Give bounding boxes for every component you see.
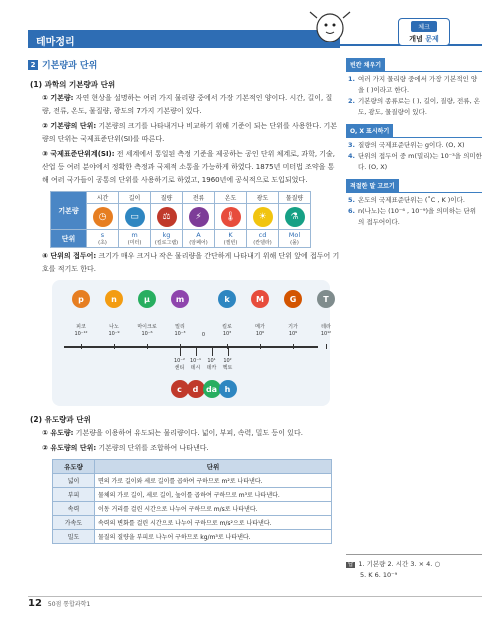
prefix-power: 10⁻³ [174, 331, 186, 337]
table-row [53, 488, 332, 502]
prefix-power: 10⁻¹² [74, 331, 88, 337]
prefix-label [213, 358, 243, 372]
unit-cell [87, 230, 119, 248]
unit-symbol: m [131, 231, 138, 239]
question-2: 2. 기본량의 종류로는 ( ), 길이, 질량, 전류, 온도, 광도, 물질량이 있다. [348, 97, 480, 116]
sidebar-heading-fill: 빈칸 채우기 [346, 58, 385, 71]
quantity-icon-cell [119, 204, 151, 230]
quantity-icon-cell [279, 204, 311, 230]
answer-box [346, 554, 482, 580]
prefix-name: 메가 [255, 324, 265, 330]
section-header-bar [28, 30, 340, 48]
paragraph-text: 기본량의 단위를 조합하여 나타낸다. [96, 444, 209, 452]
unit-korean-name: (몰) [290, 240, 299, 246]
question-text: n(나노)는 (10⁻⁶ , 10⁻⁹)을 의미하는 단위의 접두어이다. [358, 207, 477, 226]
unit-cell [183, 230, 215, 248]
prefix-power: 10⁻⁶ [141, 331, 153, 337]
table-row [53, 474, 332, 488]
sidebar-heading-choice: 적절한 말 고르기 [346, 179, 399, 192]
prefix-power: 10⁶ [255, 331, 265, 337]
unit-symbol: s [100, 231, 105, 239]
prefix-label [245, 324, 275, 338]
paragraph-text: 기본량을 이용하여 유도되는 물리량이다. 넓이, 부피, 속력, 밀도 등이 있다. [73, 429, 303, 437]
question-3: 3. 질량의 국제표준단위는 g이다. (O, X) [348, 141, 465, 149]
term: ③ 국제표준단위계(SI): [42, 150, 115, 158]
prefix-데시-circle: d [187, 380, 205, 398]
bulb-icon: ☀ [253, 207, 273, 227]
prefix-label [132, 324, 162, 338]
derived-unit-description: 물질의 질량을 부피로 나누어 구하므로 kg/m³로 나타낸다. [95, 530, 332, 544]
quantity-icon-cell [183, 204, 215, 230]
derived-unit-description: 물체의 가로 길이, 세로 길이, 높이를 곱하여 구하므로 m³로 나타낸다. [95, 488, 332, 502]
axis-zero-label: 0 [201, 332, 206, 338]
axis-tick [196, 346, 197, 356]
derived-quantity-name: 밀도 [53, 530, 95, 544]
section-title-text: 기본량과 단위 [42, 61, 98, 71]
prefix-label [99, 324, 129, 338]
term: ② 기본량의 단위: [42, 122, 97, 130]
derived-unit-description: 면의 가로 길이와 세로 길이를 곱하여 구하므로 m²로 나타낸다. [95, 474, 332, 488]
footer [28, 598, 90, 609]
prefix-name: 센티 [174, 365, 185, 371]
section-title [28, 58, 340, 71]
unit-korean-name: (암페어) [189, 240, 208, 246]
prefix-킬로-circle: k [218, 290, 236, 308]
unit-cell [247, 230, 279, 248]
prefix-테라-circle: T [317, 290, 335, 308]
prefix-label [311, 324, 341, 338]
derived-quantity-name: 가속도 [53, 516, 95, 530]
page-number: 12 [28, 598, 42, 609]
derived-unit-description: 이동 거리를 걸린 시간으로 나누어 구하므로 m/s로 나타낸다. [95, 502, 332, 516]
unit-korean-name: (미터) [127, 240, 142, 246]
quantity-icon-cell [215, 204, 247, 230]
quantity-icon-cell [87, 204, 119, 230]
paragraph-text: 자연 현상을 설명하는 여러 가지 물리량 중에서 가장 기본적인 양이다. 시간, 길이, 질량, 전류, 온도, 물질량, 광도의 7가지 기본량이 있다. [42, 94, 333, 115]
prefix-센티-circle: c [171, 380, 189, 398]
term: ② 유도량의 단위: [42, 444, 97, 452]
axis-tick [180, 346, 181, 356]
answers-line-2: 5. K 6. 10⁻⁹ [360, 571, 398, 579]
main-content [28, 52, 340, 592]
axis-tick [147, 344, 148, 349]
question-text: 질량의 국제표준단위는 g이다. (O, X) [358, 141, 465, 149]
paragraph-base-quantity [42, 92, 340, 118]
prefix-power: 10³ [222, 331, 232, 337]
flask-icon: ⚗ [285, 207, 305, 227]
row-header-unit: 단위 [51, 230, 87, 248]
bolt-icon: ⚡ [189, 207, 209, 227]
derived-quantity-name: 넓이 [53, 474, 95, 488]
prefix-name: 밀리 [175, 324, 185, 330]
axis-tick [260, 344, 261, 349]
prefix-power: 10² [223, 358, 232, 364]
table-row [53, 516, 332, 530]
paragraph-prefix [42, 250, 340, 276]
axis-tick [293, 344, 294, 349]
table-row [53, 502, 332, 516]
answer-tag: 답 [348, 562, 354, 568]
sidebar-heading-ox: O, X 표시하기 [346, 124, 393, 137]
question-6: 6. n(나노)는 (10⁻⁶ , 10⁻⁹)을 의미하는 단위의 접두어이다. [348, 206, 482, 228]
unit-cell [279, 230, 311, 248]
row-header-quantity: 기본량 [51, 192, 87, 230]
quantity-name: 질량 [151, 192, 183, 204]
quantity-name: 시간 [87, 192, 119, 204]
prefix-name: 마이크로 [137, 324, 157, 330]
question-text: 여러 가지 물리량 중에서 가장 기본적인 양을 ( )이라고 한다. [358, 75, 478, 94]
paragraph-derived-quantity [42, 427, 340, 440]
quantity-icon-cell [247, 204, 279, 230]
tag-top-label: 체크 [411, 21, 437, 32]
term: ① 기본량: [42, 94, 74, 102]
axis-tick [228, 346, 229, 356]
prefix-power: 10⁻¹ [189, 358, 201, 364]
derived-quantity-name: 부피 [53, 488, 95, 502]
unit-korean-name: (칸델라) [253, 240, 272, 246]
prefix-헥토-circle: h [219, 380, 237, 398]
prefix-power: 10⁹ [288, 331, 298, 337]
prefix-name: 피코 [76, 324, 86, 330]
prefix-name: 나노 [109, 324, 119, 330]
prefix-name: 헥토 [222, 365, 233, 371]
term: ④ 단위의 접두어: [42, 252, 97, 260]
prefix-피코-circle: p [72, 290, 90, 308]
axis-tick [326, 344, 327, 349]
tag-concept-label: 개념 [409, 35, 423, 43]
prefix-메가-circle: M [251, 290, 269, 308]
derived-quantity-name: 속력 [53, 502, 95, 516]
question-1: 1. 여러 가지 물리량 중에서 가장 기본적인 양을 ( )이라고 한다. [348, 74, 482, 96]
axis-tick [81, 344, 82, 349]
base-unit-table [50, 191, 311, 248]
quantity-name: 물질량 [279, 192, 311, 204]
question-text: 단위의 접두어 중 m(밀리)는 10⁻³을 의미한다. (O, X) [358, 152, 482, 171]
table-row [53, 530, 332, 544]
derived-unit-table [52, 459, 332, 544]
prefix-label [66, 324, 96, 338]
paragraph-text: 전 세계에서 통일된 측정 기준을 제공하는 공인 단위 체계로, 과학, 기술, 산업 등 여러 분야에서 정확한 측정과 국제적 소통을 가능하게 하였다. 1875년 미터법 조약을 통해 여러 국가들이 공통의 단위를 사용하기로 하였고, 1960년에 공식적으로 도입되었다. [42, 150, 336, 184]
concept-check-tag [398, 18, 450, 46]
unit-cell [215, 230, 247, 248]
unit-korean-name: (킬로그램) [154, 240, 179, 246]
axis-tick [212, 346, 213, 356]
prefix-name: 데카 [206, 365, 217, 371]
subsection-title-2: (2) 유도량과 단위 [30, 415, 91, 424]
prefix-power: 10⁻⁹ [108, 331, 120, 337]
unit-cell [151, 230, 183, 248]
book-title: 50점 통합과학1 [47, 601, 91, 608]
column-header-unit: 단위 [95, 460, 332, 474]
paragraph-derived-unit [42, 442, 340, 455]
prefix-name: 킬로 [222, 324, 232, 330]
question-text: 기본량의 종류로는 ( ), 길이, 질량, 전류, 온도, 광도, 물질량이 있다. [358, 97, 480, 116]
column-header-quantity: 유도량 [53, 460, 95, 474]
mascot-character-icon [300, 6, 360, 48]
section-label: 테마정리 [36, 37, 75, 48]
thermometer-icon: 🌡 [221, 207, 241, 227]
balance-icon: ⚖ [157, 207, 177, 227]
unit-cell [119, 230, 151, 248]
number-line [64, 346, 318, 348]
prefix-name: 데시 [190, 365, 201, 371]
quantity-name: 온도 [215, 192, 247, 204]
tag-problem-label: 문제 [425, 35, 439, 43]
prefix-power: 10⁻² [173, 358, 185, 364]
axis-tick [114, 344, 115, 349]
unit-symbol: K [228, 231, 233, 239]
unit-korean-name: (초) [98, 240, 107, 246]
prefix-기가-circle: G [284, 290, 302, 308]
prefix-name: 테라 [321, 324, 331, 330]
unit-symbol: kg [162, 231, 171, 239]
prefix-label [278, 324, 308, 338]
quantity-icon-cell [151, 204, 183, 230]
prefix-power: 10¹² [320, 331, 332, 337]
unit-korean-name: (켈빈) [223, 240, 238, 246]
paragraph-base-unit [42, 120, 340, 146]
answers-line-1: 1. 기본량 2. 시간 3. × 4. ○ [358, 560, 441, 568]
section-number: 2 [28, 60, 38, 70]
ruler-icon: ▭ [125, 207, 145, 227]
prefix-diagram [52, 280, 330, 406]
unit-symbol: A [196, 231, 201, 239]
quantity-name: 길이 [119, 192, 151, 204]
prefix-power: 10¹ [207, 358, 216, 364]
question-5: 5. 온도의 국제표준단위는 (˚C , K )이다. [348, 196, 465, 204]
paragraph-text: 크기가 매우 크거나 작은 물리량을 간단하게 나타내기 위해 단위 앞에 접두어 기호를 적기도 한다. [42, 252, 340, 273]
sidebar-check-questions [346, 52, 482, 228]
paragraph-text: 기본량의 크기를 나타내거나 비교하기 위해 기준이 되는 단위를 사용한다. 기본량의 단위는 국제표준단위(SI)를 따른다. [42, 122, 338, 143]
prefix-name: 기가 [288, 324, 298, 330]
question-text: 온도의 국제표준단위는 (˚C , K )이다. [358, 196, 465, 204]
prefix-데카-circle: da [203, 380, 221, 398]
prefix-나노-circle: n [105, 290, 123, 308]
footer-rule [28, 596, 482, 597]
derived-unit-description: 속력의 변화를 걸린 시간으로 나누어 구하므로 m/s²으로 나타낸다. [95, 516, 332, 530]
unit-symbol: cd [258, 231, 267, 239]
unit-symbol: Mol [288, 231, 301, 239]
subsection-title-1: (1) 과학의 기본량과 단위 [30, 80, 116, 89]
question-4: 4. 단위의 접두어 중 m(밀리)는 10⁻³을 의미한다. (O, X) [348, 152, 482, 171]
quantity-name: 전류 [183, 192, 215, 204]
paragraph-si [42, 148, 340, 187]
prefix-밀리-circle: m [171, 290, 189, 308]
clock-icon: ◷ [93, 207, 113, 227]
term: ① 유도량: [42, 429, 74, 437]
quantity-name: 광도 [247, 192, 279, 204]
prefix-마이크로-circle: μ [138, 290, 156, 308]
